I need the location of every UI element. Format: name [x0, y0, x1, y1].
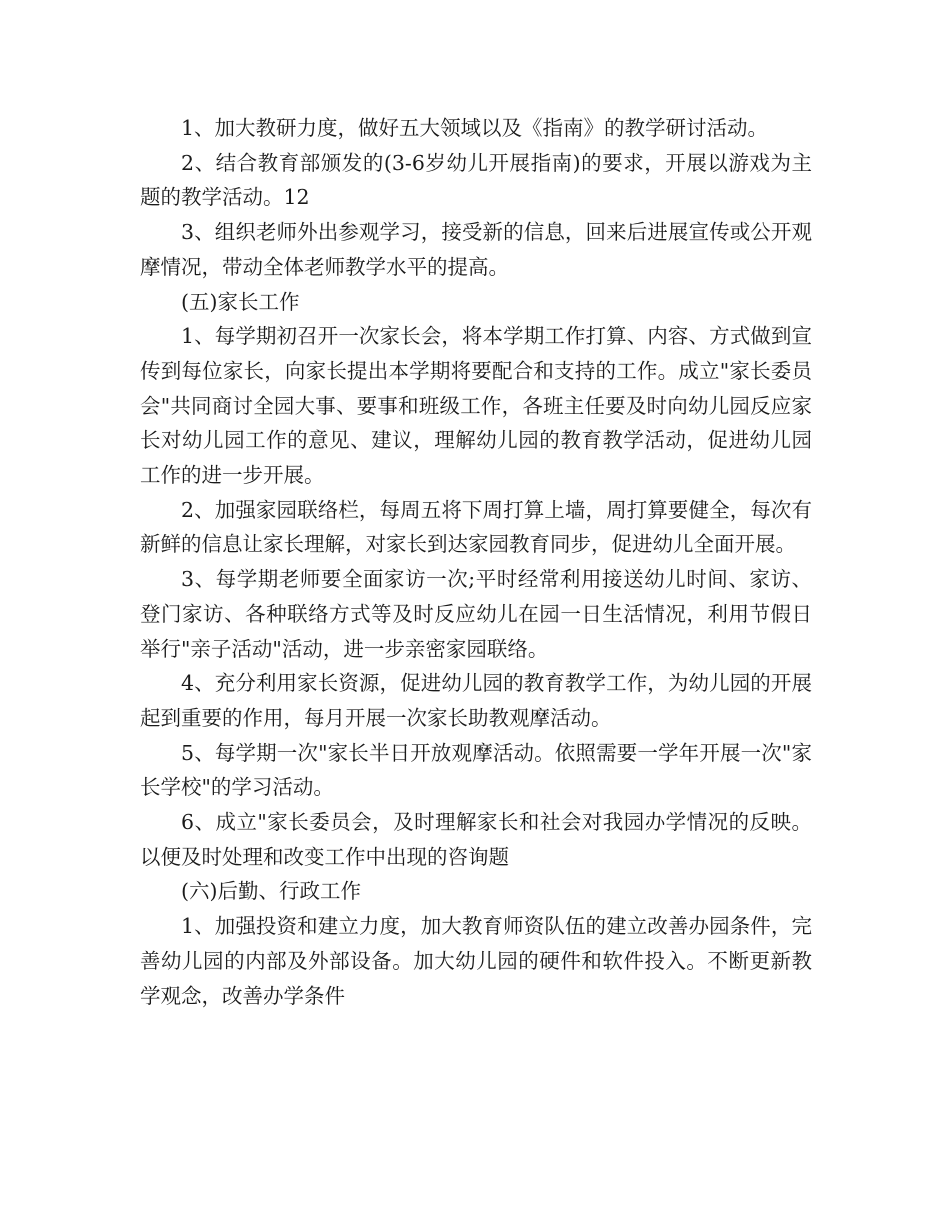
paragraph-jiaoyan-3: 3、组织老师外出参观学习，接受新的信息，回来后进展宣传或公开观摩情况，带动全体老师教学水平的提高。	[140, 220, 812, 279]
paragraph-parents-2: 2、加强家园联络栏，每周五将下周打算上墙，周打算要健全，每次有新鲜的信息让家长理解，对家长到达家园教育同步，促进幼儿全面开展。	[140, 497, 812, 557]
section-heading-parents: (五)家长工作	[181, 289, 300, 314]
paragraph-parents-1: 1、每学期初召开一次家长会，将本学期工作打算、内容、方式做到宣传到每位家长，向家长提出本学期将要配合和支持的工作。成立"家长委员会"共同商讨全园大事、要事和班级工作，各班主任要及时向幼儿园反应家长对幼儿园工作的意见、建议，理解幼儿园的教育教学活动，促进幼儿园工作的进一步开展。	[140, 324, 812, 488]
paragraph-jiaoyan-2: 2、结合教育部颁发的(3-6岁幼儿开展指南)的要求，开展以游戏为主题的教学活动。12	[140, 150, 812, 210]
paragraph-parents-6: 6、成立"家长委员会，及时理解家长和社会对我园办学情况的反映。以便及时处理和改变工作中出现的咨询题	[140, 810, 812, 869]
section-heading-logistics: (六)后勤、行政工作	[181, 879, 361, 904]
document-body	[140, 111, 812, 1013]
paragraph-parents-4: 4、充分利用家长资源，促进幼儿园的教育教学工作，为幼儿园的开展起到重要的作用，每月开展一次家长助教观摩活动。	[140, 671, 812, 730]
paragraph-logistics-1: 1、加强投资和建立力度，加大教育师资队伍的建立改善办园条件，完善幼儿园的内部及外部设备。加大幼儿园的硬件和软件投入。不断更新教学观念，改善办学条件	[140, 914, 812, 1008]
paragraph-parents-5: 5、每学期一次"家长半日开放观摩活动。依照需要一学年开展一次"家长学校"的学习活动。	[140, 740, 812, 800]
paragraph-parents-3: 3、每学期老师要全面家访一次;平时经常利用接送幼儿时间、家访、登门家访、各种联络方式等及时反应幼儿在园一日生活情况，利用节假日举行"亲子活动"活动，进一步亲密家园联络。	[140, 567, 812, 661]
paragraph-jiaoyan-1: 1、加大教研力度，做好五大领域以及《指南》的教学研讨活动。	[181, 116, 769, 140]
